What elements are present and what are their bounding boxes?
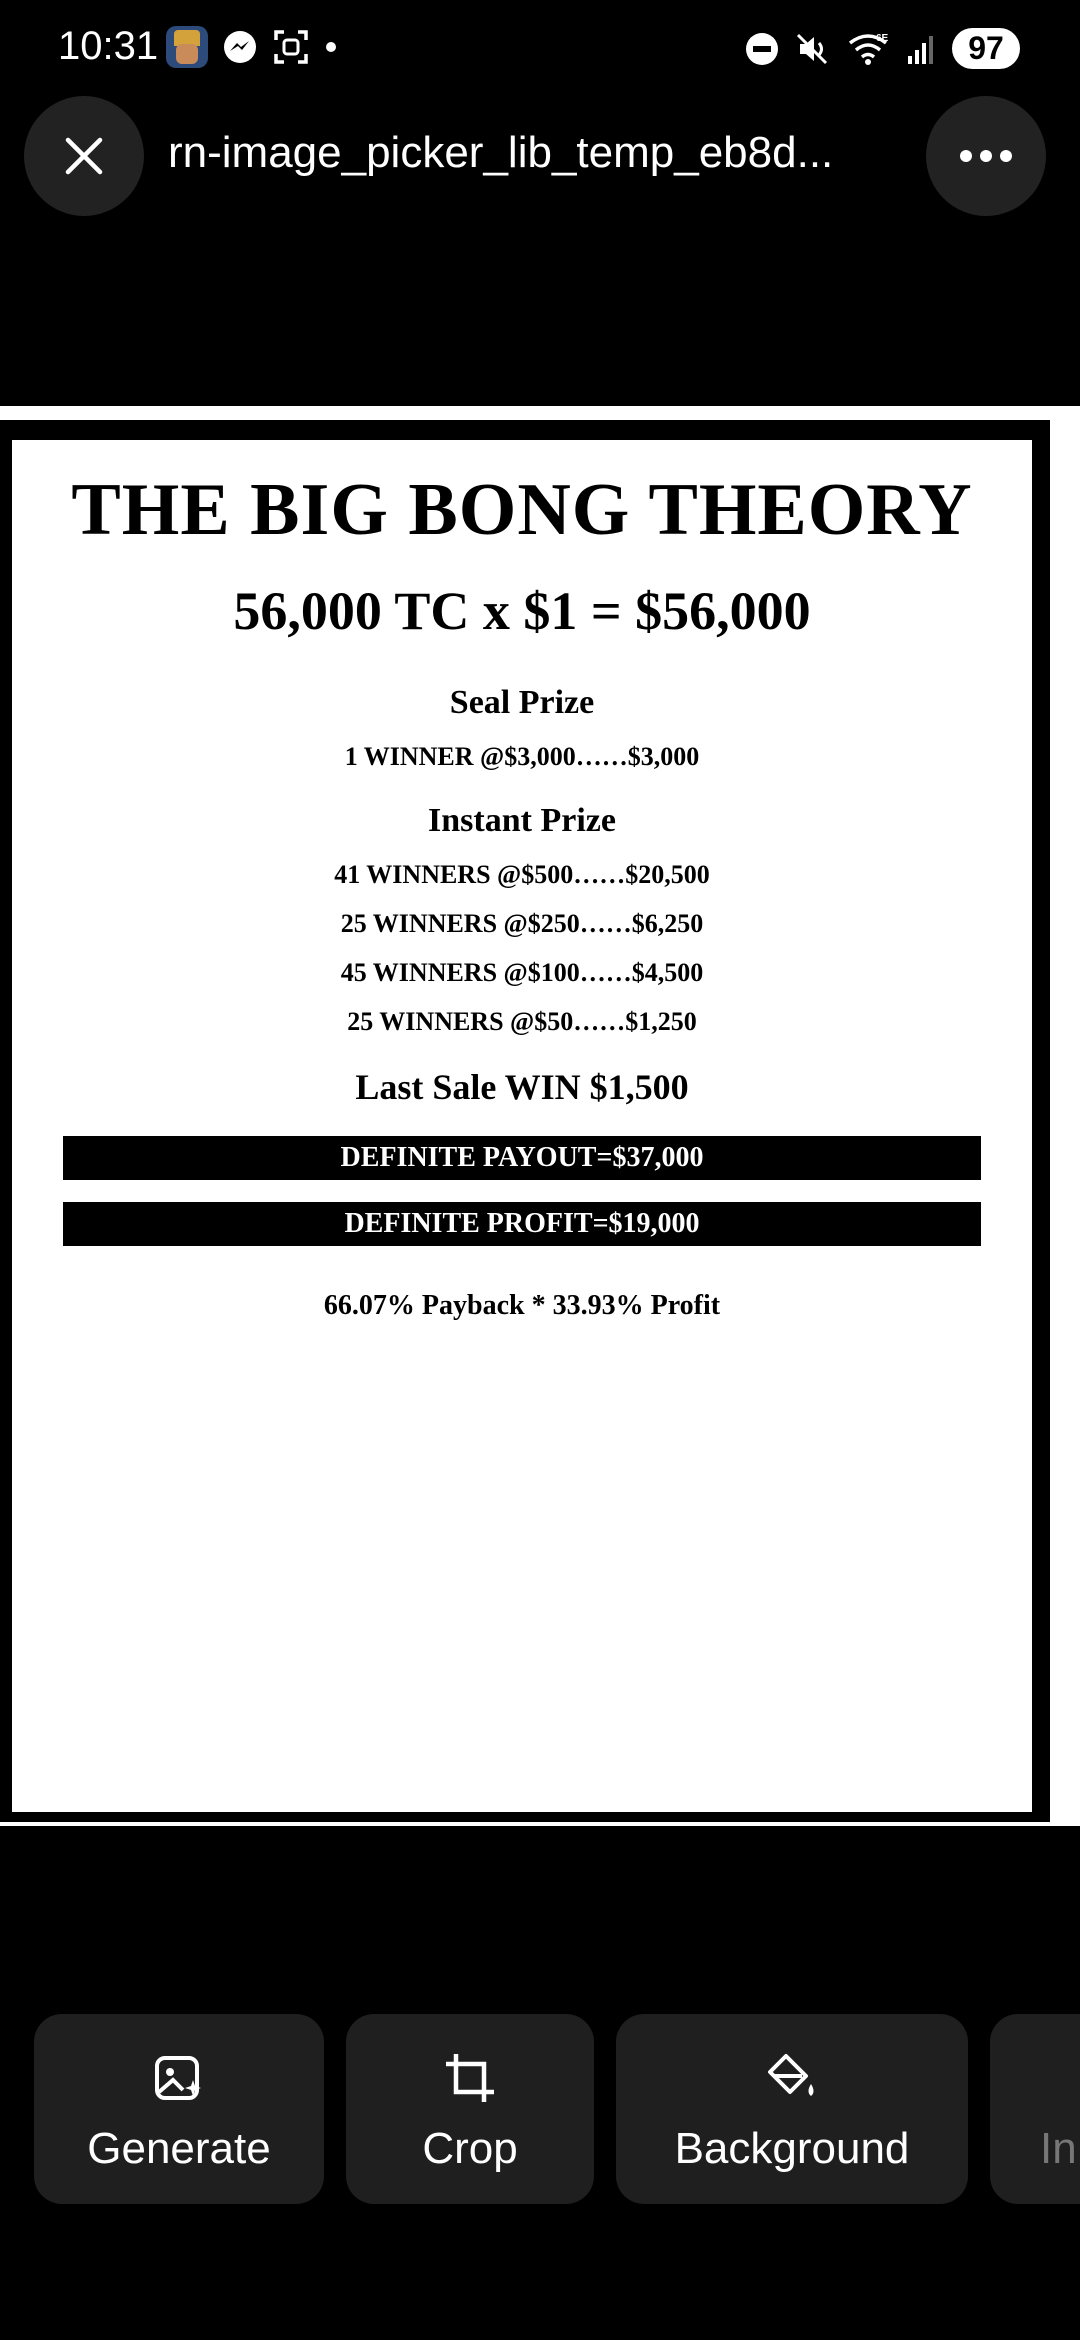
- notification-icons: [166, 26, 338, 68]
- more-options-button[interactable]: [926, 96, 1046, 216]
- battery-level: 97: [952, 28, 1020, 69]
- system-icons: [744, 28, 1020, 69]
- status-bar: [0, 0, 1080, 100]
- paint-bucket-icon: [764, 2050, 820, 2106]
- signal-icon: [906, 32, 936, 66]
- payback-line: 66.07% Payback * 33.93% Profit: [323, 1290, 721, 1321]
- last-sale-line: Last Sale WIN $1,500: [355, 1067, 689, 1107]
- background-button[interactable]: [616, 2014, 968, 2204]
- wifi-icon: [846, 31, 890, 67]
- status-time: 10:31: [58, 24, 159, 68]
- instant-prize-line: 41 WINNERS @$500……$20,500: [334, 860, 710, 889]
- screenshot-icon: [272, 28, 310, 66]
- do-not-disturb-icon: [744, 31, 780, 67]
- generate-label: Generate: [87, 2124, 271, 2173]
- close-button[interactable]: [24, 96, 144, 216]
- crop-button[interactable]: [346, 2014, 594, 2204]
- document-formula: 56,000 TC x $1 = $56,000: [233, 581, 811, 641]
- mute-icon: [796, 31, 830, 67]
- document-title: THE BIG BONG THEORY: [71, 469, 973, 551]
- next-tool-button[interactable]: [990, 2014, 1080, 2204]
- payout-bar: DEFINITE PAYOUT=$37,000: [63, 1136, 981, 1180]
- seal-prize-heading: Seal Prize: [449, 684, 595, 721]
- ai-image-generate-icon: [151, 2050, 207, 2106]
- generate-button[interactable]: [34, 2014, 324, 2204]
- file-name-title: rn-image_picker_lib_temp_eb8d...: [168, 128, 834, 177]
- instant-prize-heading: Instant Prize: [428, 802, 616, 839]
- messenger-icon: [222, 29, 258, 65]
- instant-prize-line: 25 WINNERS @$50……$1,250: [347, 1007, 697, 1036]
- seal-prize-line: 1 WINNER @$3,000……$3,000: [344, 742, 700, 771]
- top-app-bar: [0, 96, 1080, 216]
- profit-bar: DEFINITE PROFIT=$19,000: [63, 1202, 981, 1246]
- crop-icon: [442, 2050, 498, 2106]
- dot-icon: [324, 40, 338, 54]
- wifi-6e-label: 6E: [876, 32, 889, 44]
- background-label: Background: [674, 2124, 910, 2173]
- instant-prize-line: 45 WINNERS @$100……$4,500: [340, 958, 704, 987]
- game-avatar-icon: [166, 26, 208, 68]
- image-preview[interactable]: [12, 440, 1032, 1812]
- instant-prize-line: 25 WINNERS @$250……$6,250: [340, 909, 704, 938]
- close-icon: [62, 134, 106, 178]
- crop-label: Crop: [422, 2124, 518, 2173]
- more-horizontal-icon: [958, 149, 1014, 163]
- next-tool-label: In: [1040, 2124, 1077, 2173]
